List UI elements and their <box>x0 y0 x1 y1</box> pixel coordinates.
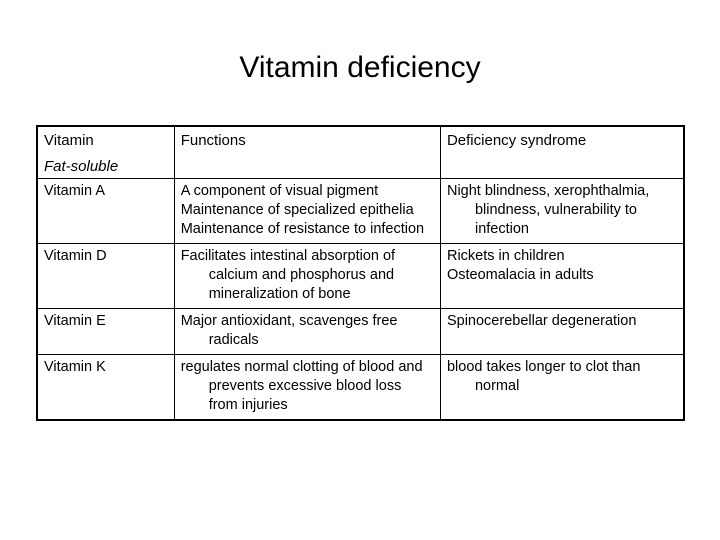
functions-cell <box>174 244 440 309</box>
vitamin-cell: Vitamin E <box>37 309 174 355</box>
table-header-row <box>37 126 684 155</box>
deficiency-line: blood takes longer to clot than normal <box>446 359 641 394</box>
deficiency-cell <box>440 355 684 421</box>
functions-cell <box>174 179 440 244</box>
function-line: Maintenance of resistance to infection <box>180 221 425 237</box>
vitamin-cell: Vitamin K <box>37 355 174 421</box>
function-line: regulates normal clotting of blood and prevents excessive blood loss from injuries <box>180 359 423 413</box>
vitamin-cell: Vitamin A <box>37 179 174 244</box>
category-label: Fat-soluble <box>37 155 174 179</box>
vitamin-table <box>36 125 685 421</box>
deficiency-cell <box>440 309 684 355</box>
deficiency-line: Osteomalacia in adults <box>446 267 594 283</box>
deficiency-line: Rickets in children <box>446 248 565 264</box>
deficiency-cell <box>440 244 684 309</box>
table-row <box>37 244 684 309</box>
function-line: Maintenance of specialized epithelia <box>180 202 414 218</box>
function-line: A component of visual pigment <box>180 183 379 199</box>
function-line: Major antioxidant, scavenges free radicals <box>180 313 398 348</box>
header-vitamin: Vitamin <box>37 126 174 155</box>
page-title: Vitamin deficiency <box>239 51 481 84</box>
function-line: Facilitates intestinal absorption of calcium and phosphorus and mineralization of bone <box>180 248 396 302</box>
header-deficiency: Deficiency syndrome <box>440 126 684 155</box>
table-row <box>37 355 684 421</box>
header-functions: Functions <box>174 126 440 155</box>
functions-cell <box>174 309 440 355</box>
table-row <box>37 179 684 244</box>
functions-cell <box>174 355 440 421</box>
category-row <box>37 155 684 179</box>
deficiency-line: Spinocerebellar degeneration <box>446 313 637 329</box>
table-row <box>37 309 684 355</box>
deficiency-cell <box>440 179 684 244</box>
deficiency-line: Night blindness, xerophthalmia, blindness, vulnerability to infection <box>446 183 650 237</box>
vitamin-cell: Vitamin D <box>37 244 174 309</box>
